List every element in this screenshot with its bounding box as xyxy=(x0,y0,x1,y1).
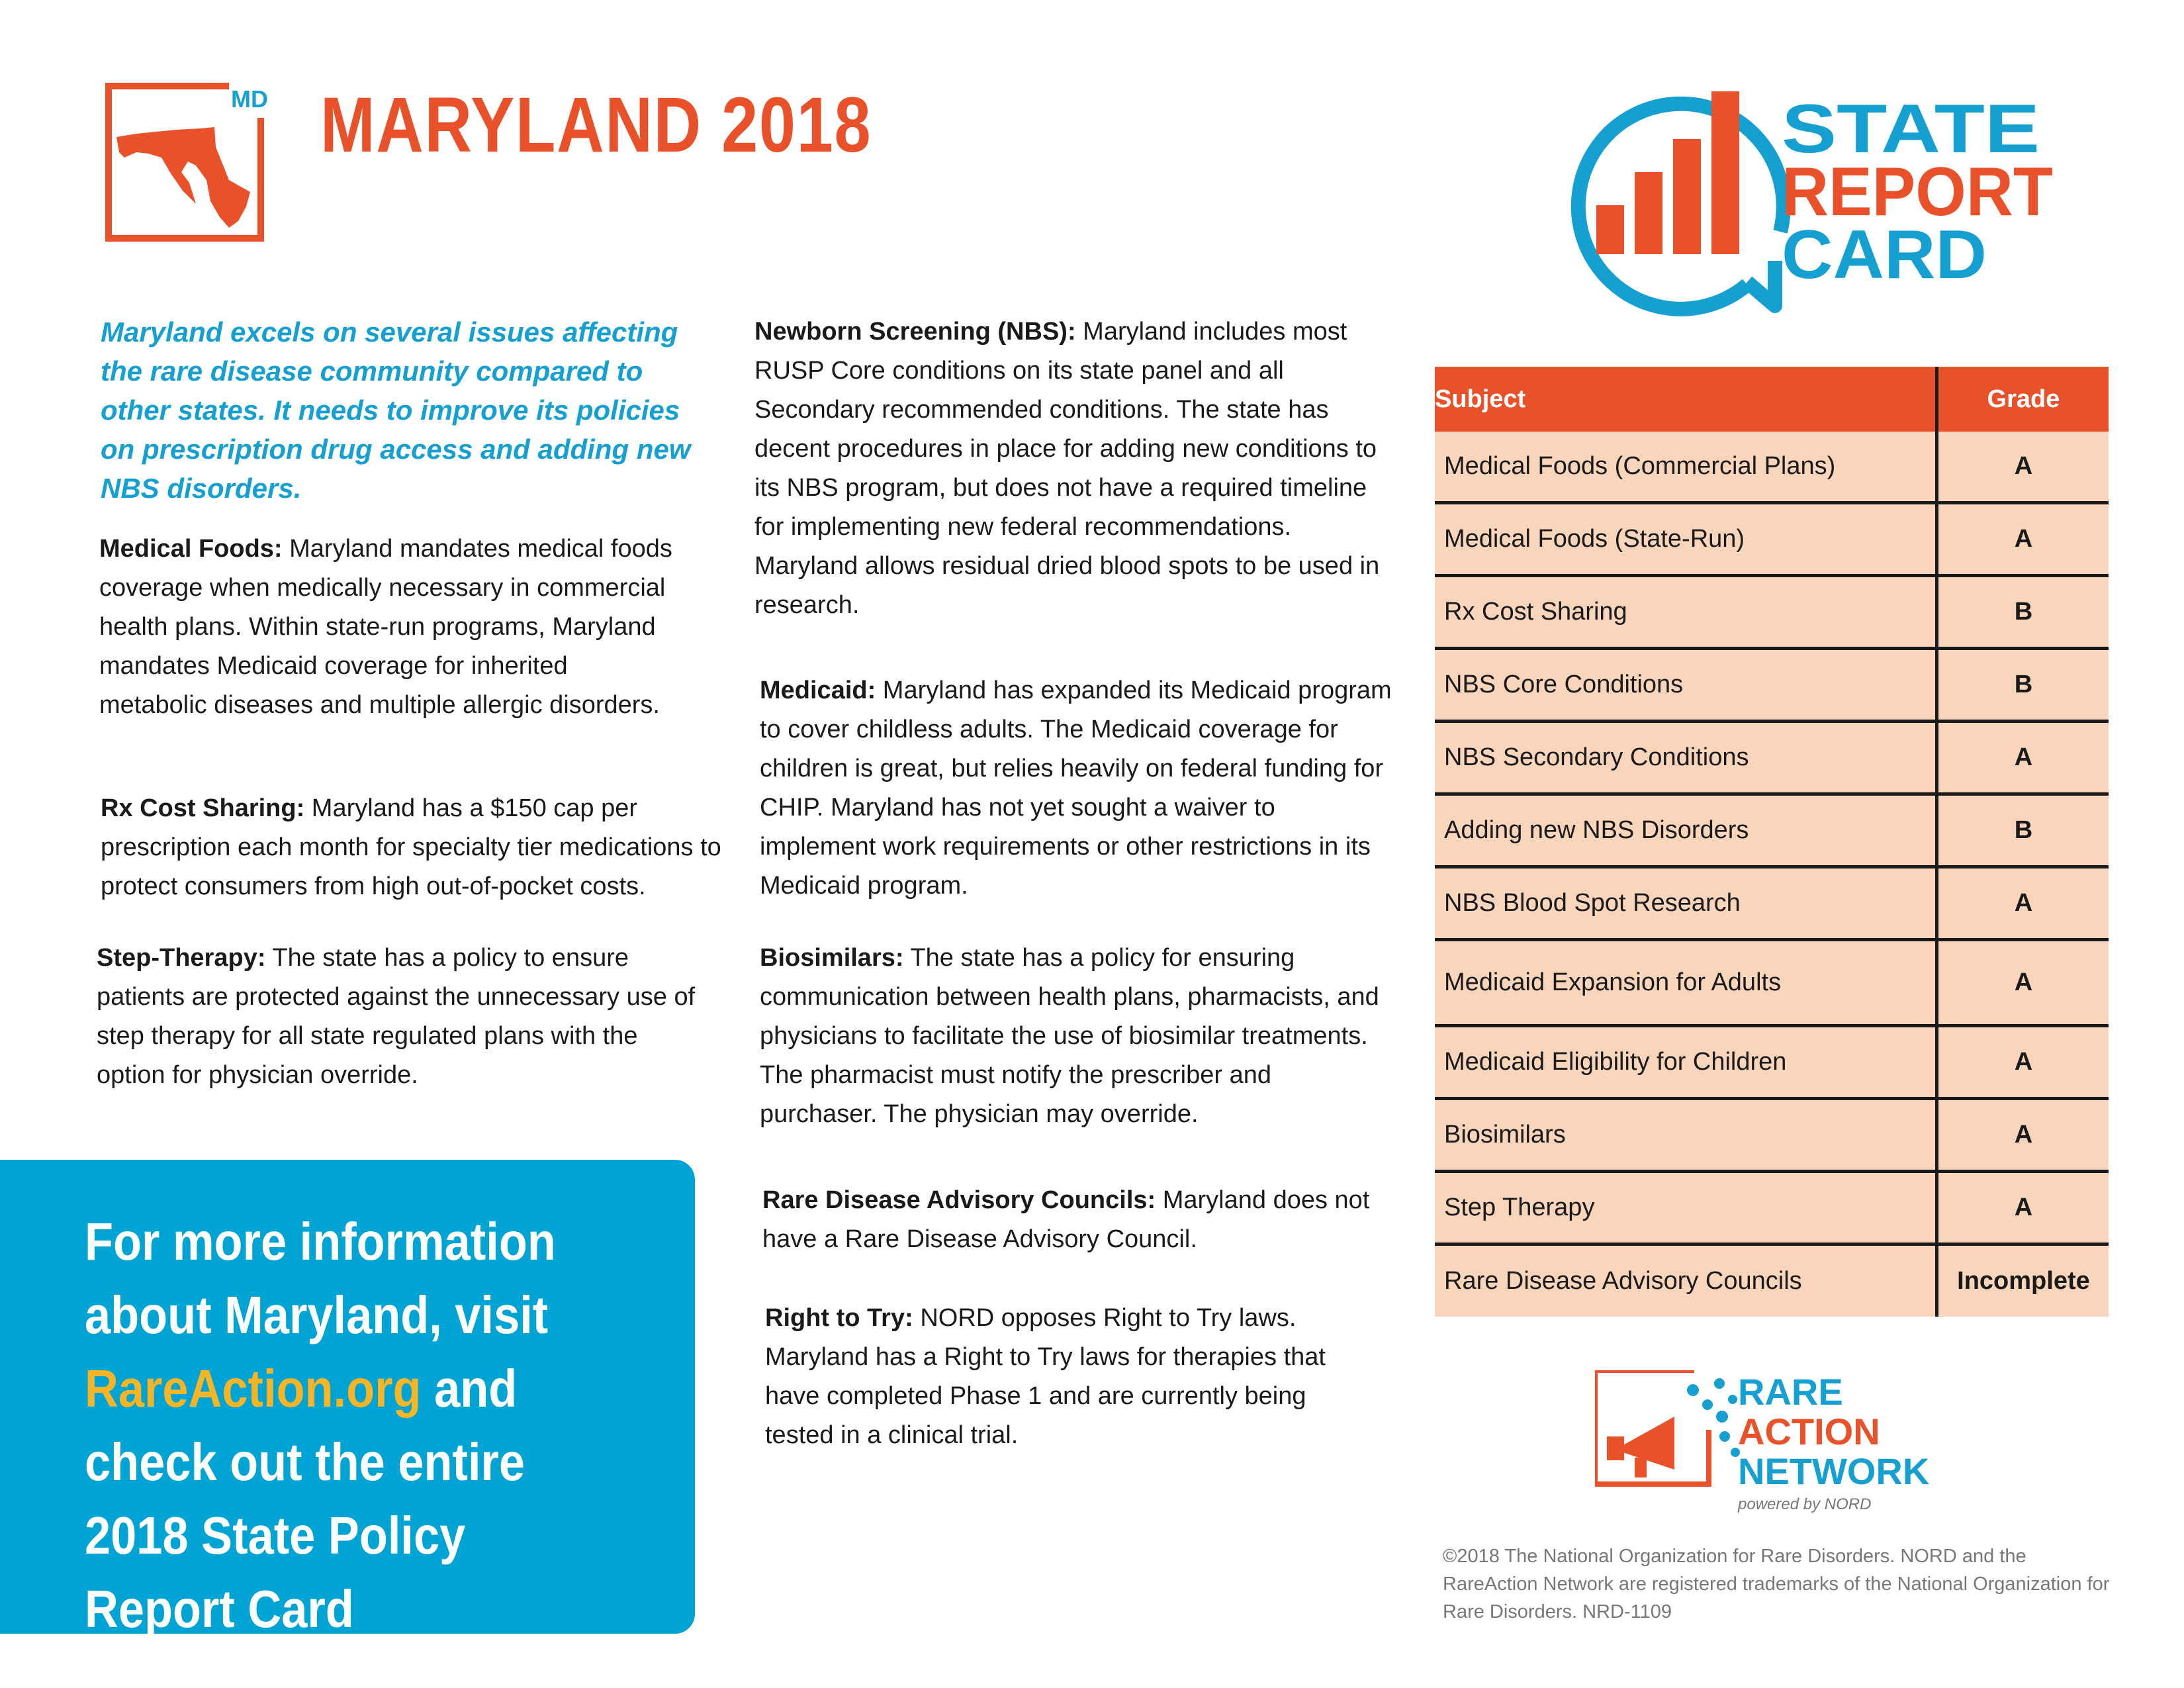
svg-text:CARD: CARD xyxy=(1782,216,1987,293)
state-report-card-logo xyxy=(1542,86,2058,318)
rare-action-network-logo xyxy=(1595,1370,1992,1516)
section-text: Maryland includes most RUSP Core conditions on its state panel and all Secondary recommended conditions. The state has decent procedures in place for adding new conditions to its NBS program, but does not have a required timeline for implementing new federal recommendations. Maryland allows residual dried blood spots to be used in research. xyxy=(754,318,1380,619)
table-row xyxy=(1435,432,2109,502)
subject-cell: NBS Secondary Conditions xyxy=(1435,721,1936,794)
section-newborn-screening xyxy=(754,312,1390,625)
grade-cell: B xyxy=(1936,575,2109,648)
grade-cell: A xyxy=(1936,502,2109,575)
table-row xyxy=(1435,1171,2109,1244)
grade-cell: B xyxy=(1936,648,2109,721)
section-medical-foods xyxy=(99,530,675,725)
section-right-to-try xyxy=(765,1299,1381,1455)
section-text: The state has a policy for ensuring communication between health plans, pharmacists, and physicians to facilitate the use of biosimilar treatments. The pharmacist must notify the prescriber and purchaser. The physician may override. xyxy=(760,944,1379,1128)
section-title: Newborn Screening (NBS): xyxy=(754,318,1076,346)
rareaction-link[interactable]: RareAction.org xyxy=(85,1359,422,1418)
section-title: Step-Therapy: xyxy=(97,944,266,972)
svg-text:MD: MD xyxy=(231,85,268,113)
table-row xyxy=(1435,575,2109,648)
section-rare-disease-advisory-councils xyxy=(762,1181,1398,1259)
subject-cell: Medical Foods (State-Run) xyxy=(1435,502,1936,575)
section-medicaid xyxy=(760,671,1395,906)
section-text: Maryland has expanded its Medicaid program to cover childless adults. The Medicaid coverage for children is great, but relies heavily on federal funding for CHIP. Maryland has not yet sought a waiver to implement work requirements or other restrictions in its Medicaid program. xyxy=(760,677,1392,900)
table-header-row xyxy=(1435,367,2109,432)
section-title: Right to Try: xyxy=(765,1304,913,1332)
table-row xyxy=(1435,502,2109,575)
section-text: Maryland mandates medical foods coverage when medically necessary in commercial health plans. Within state-run programs, Maryland mandates Medicaid coverage for inherited metabolic diseases and multiple allergic disorders. xyxy=(99,535,672,719)
subject-cell: NBS Blood Spot Research xyxy=(1435,867,1936,939)
table-row xyxy=(1435,1098,2109,1171)
section-title: Medical Foods: xyxy=(99,535,283,563)
svg-text:STATE: STATE xyxy=(1782,91,2040,167)
section-title: Medicaid: xyxy=(760,677,876,704)
subject-cell: Rare Disease Advisory Councils xyxy=(1435,1244,1936,1317)
intro-summary: Maryland excels on several issues affecting the rare disease community compared to other states. It needs to improve its policies on prescription drug access and adding new NBS disorders. xyxy=(101,316,691,504)
subject-cell: Rx Cost Sharing xyxy=(1435,575,1936,648)
page-title: MARYLAND 2018 xyxy=(320,81,872,169)
bar-icon xyxy=(1596,205,1624,254)
grade-table xyxy=(1435,367,2109,1317)
grade-cell: A xyxy=(1936,1171,2109,1244)
svg-text:powered by NORD: powered by NORD xyxy=(1738,1495,1872,1513)
grade-cell: A xyxy=(1936,939,2109,1025)
subject-cell: Step Therapy xyxy=(1435,1171,1936,1244)
column-header-subject: Subject xyxy=(1435,367,1936,432)
section-text: The state has a policy to ensure patients are protected against the unnecessary use of step therapy for all state regulated plans with the option for physician override. xyxy=(97,944,696,1089)
section-biosimilars xyxy=(760,939,1395,1134)
grade-cell: A xyxy=(1936,721,2109,794)
section-title: Rare Disease Advisory Councils: xyxy=(762,1186,1156,1214)
table-row xyxy=(1435,794,2109,867)
copyright-footer: ©2018 The National Organization for Rare Disorders. NORD and the RareAction Network are registered trademarks of the National Organization for Rare Disorders. NRD-1109 xyxy=(1443,1546,2110,1622)
grade-cell: A xyxy=(1936,867,2109,939)
section-text: Maryland has a $150 cap per prescription each month for specialty tier medications to protect consumers from high out-of-pocket costs. xyxy=(101,794,721,900)
svg-text:ACTION: ACTION xyxy=(1738,1411,1880,1452)
table-row xyxy=(1435,648,2109,721)
section-rx-cost-sharing xyxy=(101,789,736,906)
section-title: Biosimilars: xyxy=(760,944,904,972)
table-row xyxy=(1435,867,2109,939)
subject-cell: Medicaid Eligibility for Children xyxy=(1435,1025,1936,1098)
section-title: Rx Cost Sharing: xyxy=(101,794,305,822)
maryland-state-badge xyxy=(97,74,273,250)
grade-cell: Incomplete xyxy=(1936,1244,2109,1317)
table-row xyxy=(1435,721,2109,794)
grade-cell: B xyxy=(1936,794,2109,867)
table-row xyxy=(1435,939,2109,1025)
table-row xyxy=(1435,1244,2109,1317)
svg-text:NETWORK: NETWORK xyxy=(1738,1450,1930,1492)
section-text: Maryland does not have a Rare Disease Advisory Council. xyxy=(762,1186,1370,1253)
subject-cell: Biosimilars xyxy=(1435,1098,1936,1171)
subject-cell: Medicaid Expansion for Adults xyxy=(1435,939,1936,1025)
megaphone-icon xyxy=(1607,1417,1674,1477)
subject-cell: Adding new NBS Disorders xyxy=(1435,794,1936,867)
maryland-map-icon xyxy=(116,127,250,228)
section-text: NORD opposes Right to Try laws. Maryland has a Right to Try laws for therapies that have completed Phase 1 and are currently being tested in a clinical trial. xyxy=(765,1304,1326,1449)
grade-cell: A xyxy=(1936,1025,2109,1098)
svg-text:REPORT: REPORT xyxy=(1782,154,2053,230)
subject-cell: NBS Core Conditions xyxy=(1435,648,1936,721)
subject-cell: Medical Foods (Commercial Plans) xyxy=(1435,432,1936,502)
table-row xyxy=(1435,1025,2109,1098)
section-step-therapy xyxy=(97,939,712,1095)
more-info-text: For more information about Maryland, visit RareAction.org and check out the entire 2018 State Policy Report Card xyxy=(85,1212,556,1638)
svg-text:RARE: RARE xyxy=(1738,1371,1843,1413)
grade-cell: A xyxy=(1936,432,2109,502)
grade-cell: A xyxy=(1936,1098,2109,1171)
column-header-grade: Grade xyxy=(1936,367,2109,432)
